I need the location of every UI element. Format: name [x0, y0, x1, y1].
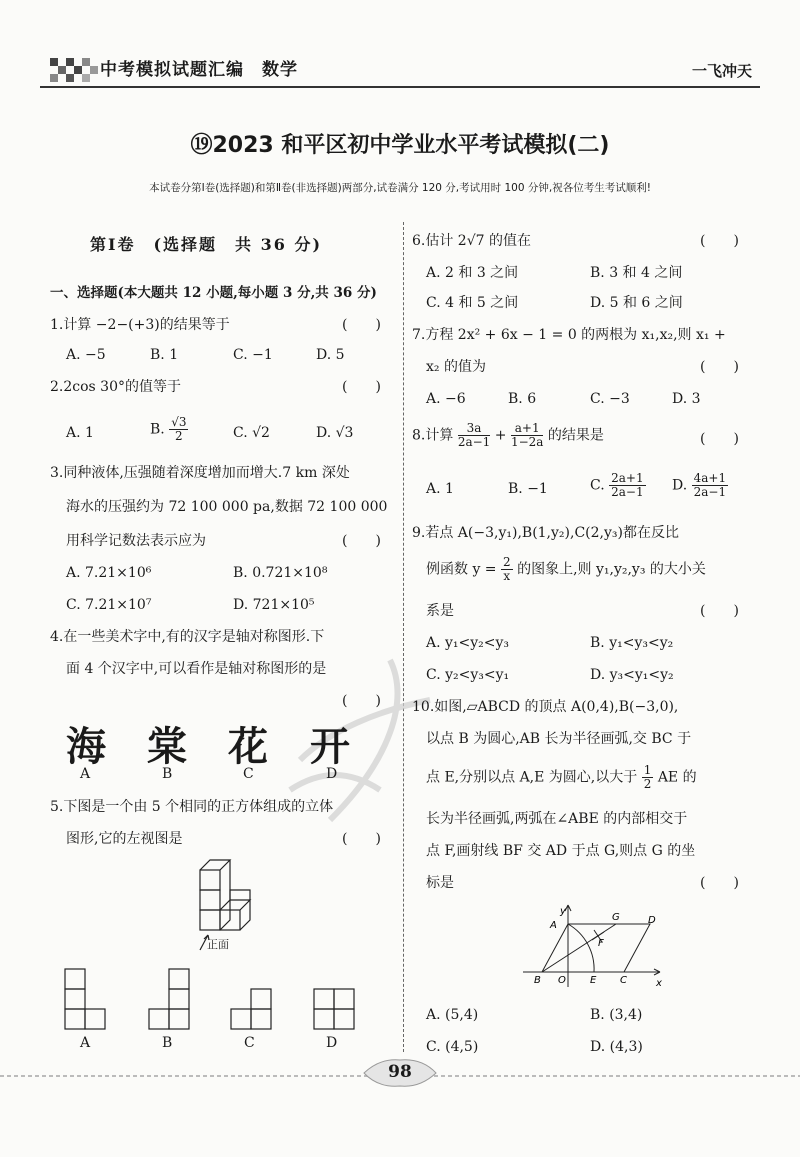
q5-option-d-figure [313, 988, 355, 1030]
q5-front-label: 正面 [207, 938, 229, 951]
q4-char-d: 开 [310, 724, 350, 770]
q10-line5: 点 F,画射线 BF 交 AD 于点 G,则点 G 的坐 [426, 843, 696, 859]
q2-stem: 2.2cos 30°的值等于 [50, 379, 181, 395]
q10-line3: 点 E,分别以点 A,E 为圆心,以大于 $\frac{1}{2}$ AE 的 [426, 763, 697, 791]
q1-answer-paren: ( ) [342, 317, 381, 333]
q7-line1: 7.方程 2x² + 6x − 1 = 0 的两根为 x₁,x₂,则 x₁ + [412, 327, 726, 343]
q5-label-a: A [80, 1035, 91, 1051]
fig-label-b: B [534, 975, 541, 986]
q3-option-b: B. 0.721×10⁸ [233, 565, 328, 581]
q4-answer-paren: ( ) [342, 693, 381, 709]
q10-line4: 长为半径画弧,两弧在∠ABE 的内部相交于 [426, 811, 688, 827]
q1-option-b: B. 1 [150, 347, 179, 363]
exam-instructions: 本试卷分第Ⅰ卷(选择题)和第Ⅱ卷(非选择题)两部分,试卷满分 120 分,考试用时 100 分钟,祝各位考生考试顺利! [149, 182, 651, 194]
part1-heading: 第Ⅰ卷 (选择题 共 36 分) [90, 235, 323, 254]
q9-option-a: A. y₁<y₂<y₃ [426, 635, 510, 651]
fig-label-d: D [648, 915, 656, 926]
q2-option-c: C. √2 [233, 425, 270, 441]
q7-option-d: D. 3 [672, 391, 701, 407]
fig-label-c: C [620, 975, 627, 986]
q5-option-b-figure [148, 968, 190, 1030]
fig-label-o: O [558, 975, 566, 986]
q10-option-c: C. (4,5) [426, 1039, 479, 1055]
q9-line3: 系是 [426, 603, 454, 619]
q4-char-a: 海 [66, 724, 106, 770]
q5-line1: 5.下图是一个由 5 个相同的正方体组成的立体 [50, 799, 334, 815]
q6-option-d: D. 5 和 6 之间 [590, 295, 683, 311]
section-heading: 一、选择题(本大题共 12 小题,每小题 3 分,共 36 分) [50, 285, 377, 301]
q2-option-b: B. $\frac{√3}{2}$ [150, 415, 187, 443]
q4-line1: 4.在一些美术字中,有的汉字是轴对称图形.下 [50, 629, 325, 645]
fig-label-e: E [590, 975, 597, 986]
q9-line1: 9.若点 A(−3,y₁),B(1,y₂),C(2,y₃)都在反比 [412, 525, 679, 541]
page-number: 98 [388, 1062, 412, 1082]
q1-option-d: D. 5 [316, 347, 345, 363]
q3-line2: 海水的压强约为 72 100 000 pa,数据 72 100 000 [66, 499, 388, 515]
q10-figure [520, 902, 665, 990]
q4-char-c: 花 [228, 724, 268, 770]
q10-option-a: A. (5,4) [426, 1007, 479, 1023]
q3-line3: 用科学记数法表示应为 [66, 533, 206, 549]
q5-line2: 图形,它的左视图是 [66, 831, 183, 847]
q7-option-b: B. 6 [508, 391, 537, 407]
column-divider [403, 222, 404, 1052]
fig-label-a: A [550, 920, 557, 931]
q7-answer-paren: ( ) [700, 359, 739, 375]
q8-option-b: B. −1 [508, 481, 548, 497]
q7-option-c: C. −3 [590, 391, 630, 407]
fig-label-f: F [598, 938, 604, 949]
q8-answer-paren: ( ) [700, 431, 739, 447]
q9-option-b: B. y₁<y₃<y₂ [590, 635, 674, 651]
fig-label-g: G [612, 912, 620, 923]
header-pattern [50, 58, 98, 82]
q3-option-c: C. 7.21×10⁷ [66, 597, 152, 613]
q7-line2: x₂ 的值为 [426, 359, 486, 375]
q10-line2: 以点 B 为圆心,AB 长为半径画弧,交 BC 于 [426, 731, 692, 747]
q4-label-c: C [243, 766, 254, 782]
q7-option-a: A. −6 [426, 391, 466, 407]
q8-option-d: D. $\frac{4a+1}{2a-1}$ [672, 471, 727, 499]
q5-option-a-figure [64, 968, 106, 1030]
q5-solid-figure [190, 855, 270, 960]
q4-label-b: B [162, 766, 173, 782]
q10-answer-paren: ( ) [700, 875, 739, 891]
q9-answer-paren: ( ) [700, 603, 739, 619]
q8-option-a: A. 1 [426, 481, 454, 497]
q3-option-d: D. 721×10⁵ [233, 597, 315, 613]
header-brand: 一飞冲天 [691, 62, 752, 80]
q8-option-c: C. $\frac{2a+1}{2a-1}$ [590, 471, 644, 499]
q6-stem: 6.估计 2√7 的值在 [412, 233, 531, 249]
q2-answer-paren: ( ) [342, 379, 381, 395]
q3-option-a: A. 7.21×10⁶ [66, 565, 152, 581]
fig-label-y: y [560, 906, 566, 917]
header-series-title: 中考模拟试题汇编 数学 [100, 60, 298, 80]
q6-answer-paren: ( ) [700, 233, 739, 249]
q9-option-d: D. y₃<y₁<y₂ [590, 667, 674, 683]
exam-title: ⑲2023 和平区初中学业水平考试模拟(二) [190, 133, 610, 158]
q3-line1: 3.同种液体,压强随着深度增加而增大.7 km 深处 [50, 465, 350, 481]
q5-label-d: D [326, 1035, 338, 1051]
q4-line2: 面 4 个汉字中,可以看作是轴对称图形的是 [66, 661, 327, 677]
q6-option-c: C. 4 和 5 之间 [426, 295, 519, 311]
q2-option-d: D. √3 [316, 425, 354, 441]
q5-label-b: B [162, 1035, 173, 1051]
q6-option-b: B. 3 和 4 之间 [590, 265, 683, 281]
q1-option-c: C. −1 [233, 347, 273, 363]
q5-label-c: C [244, 1035, 255, 1051]
q9-option-c: C. y₂<y₃<y₁ [426, 667, 510, 683]
q10-option-d: D. (4,3) [590, 1039, 643, 1055]
q6-option-a: A. 2 和 3 之间 [426, 265, 519, 281]
q2-option-a: A. 1 [66, 425, 94, 441]
q3-answer-paren: ( ) [342, 533, 381, 549]
q4-label-d: D [326, 766, 338, 782]
q1-stem: 1.计算 −2−(+3)的结果等于 [50, 317, 230, 333]
q8-stem: 8.计算 $\frac{3a}{2a-1}$ + $\frac{a+1}{1-2a}$ 的结果是 [412, 421, 604, 449]
q1-option-a: A. −5 [66, 347, 106, 363]
q10-line1: 10.如图,▱ABCD 的顶点 A(0,4),B(−3,0), [412, 699, 679, 715]
q5-answer-paren: ( ) [342, 831, 381, 847]
q4-char-b: 棠 [147, 724, 187, 770]
q4-label-a: A [80, 766, 91, 782]
fig-label-x: x [656, 978, 662, 989]
q10-option-b: B. (3,4) [590, 1007, 643, 1023]
header-rule [40, 86, 760, 88]
q5-option-c-figure [230, 988, 272, 1030]
q10-line6: 标是 [426, 875, 454, 891]
q9-line2: 例函数 y = $\frac{2}{x}$ 的图象上,则 y₁,y₂,y₃ 的大小关 [426, 555, 706, 583]
